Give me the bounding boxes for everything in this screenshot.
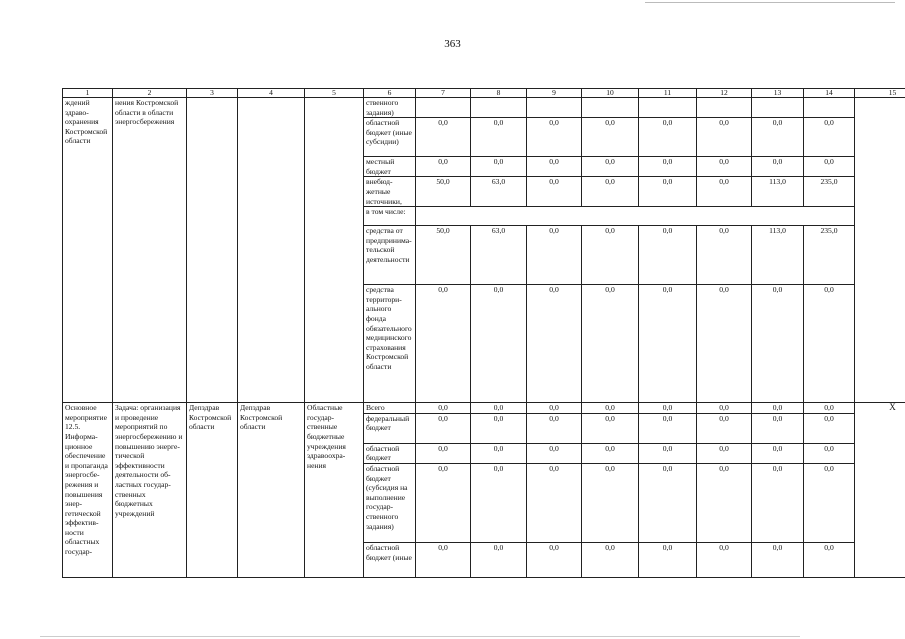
value-cell: 0,0 — [527, 413, 582, 443]
value-cell — [639, 98, 697, 118]
value-cell: 0,0 — [582, 542, 639, 577]
value-cell: 0,0 — [639, 285, 697, 403]
column-header: 3 — [187, 89, 238, 98]
value-cell: 0,0 — [697, 542, 752, 577]
value-cell: 0,0 — [582, 285, 639, 403]
page-number: 363 — [444, 38, 461, 50]
source-label: местный бюджет — [364, 157, 416, 177]
value-cell: 0,0 — [582, 157, 639, 177]
value-cell: 0,0 — [697, 285, 752, 403]
value-cell: 0,0 — [697, 177, 752, 207]
value-cell: 0,0 — [527, 285, 582, 403]
value-cell: 235,0 — [804, 226, 855, 285]
value-cell: 0,0 — [639, 177, 697, 207]
table-row — [63, 403, 905, 414]
value-cell: 0,0 — [527, 157, 582, 177]
value-cell: 0,0 — [639, 118, 697, 157]
event-name-cell: Основное мероприятие 12.5. Информационное обеспечение и пропаганда энергосбережения и повышения энергетической эффективности областных государ- — [63, 403, 113, 578]
value-cell: 0,0 — [471, 413, 527, 443]
column-header: 6 — [364, 89, 416, 98]
value-cell: 0,0 — [582, 177, 639, 207]
value-cell: 0,0 — [697, 403, 752, 414]
column-header: 12 — [697, 89, 752, 98]
value-cell: 0,0 — [804, 413, 855, 443]
value-cell: 0,0 — [471, 118, 527, 157]
source-label: областной бюджет (иные субсидии) — [364, 118, 416, 157]
task-cell: Задача: организация и проведение мероприятий по энергосбережению и повышению энергетической эффективности деятельности областных государственных бюджетных учреждений — [113, 403, 187, 578]
value-cell: 0,0 — [804, 403, 855, 414]
note-cell: Х — [855, 403, 905, 578]
value-cell: 113,0 — [752, 177, 804, 207]
value-cell: 63,0 — [471, 226, 527, 285]
value-cell: 0,0 — [752, 463, 804, 542]
value-cell: 63,0 — [471, 177, 527, 207]
value-cell: 0,0 — [416, 413, 471, 443]
value-cell: 0,0 — [582, 403, 639, 414]
value-cell — [804, 98, 855, 118]
value-cell: 0,0 — [471, 463, 527, 542]
source-label: областной бюджет (иные — [364, 542, 416, 577]
value-cell: 0,0 — [697, 413, 752, 443]
value-cell: 0,0 — [752, 157, 804, 177]
value-cell: 0,0 — [582, 443, 639, 463]
value-cell: 0,0 — [697, 463, 752, 542]
value-cell: 50,0 — [416, 226, 471, 285]
value-cell: 0,0 — [752, 403, 804, 414]
empty-cell — [416, 207, 855, 226]
value-cell: 0,0 — [471, 285, 527, 403]
empty-cell — [305, 98, 364, 403]
value-cell: 0,0 — [527, 226, 582, 285]
event-name-cell: ждений здравоохранения Костромской области — [63, 98, 113, 403]
column-header: 15 — [855, 89, 905, 98]
value-cell: 0,0 — [416, 285, 471, 403]
value-cell: 0,0 — [697, 118, 752, 157]
value-cell: 0,0 — [804, 463, 855, 542]
column-header: 14 — [804, 89, 855, 98]
value-cell: 0,0 — [804, 157, 855, 177]
value-cell: 0,0 — [527, 403, 582, 414]
value-cell: 0,0 — [416, 463, 471, 542]
value-cell: 0,0 — [416, 443, 471, 463]
coordinator-cell: Депздрав Костромской области — [187, 403, 238, 578]
value-cell: 0,0 — [752, 542, 804, 577]
value-cell: 0,0 — [639, 157, 697, 177]
value-cell — [752, 98, 804, 118]
task-cell: нения Костромской области в области энергосбережения — [113, 98, 187, 403]
value-cell: 0,0 — [527, 542, 582, 577]
column-header: 13 — [752, 89, 804, 98]
value-cell: 0,0 — [639, 463, 697, 542]
source-label: Всего — [364, 403, 416, 414]
value-cell: 0,0 — [527, 177, 582, 207]
value-cell: 0,0 — [804, 542, 855, 577]
value-cell — [471, 98, 527, 118]
column-header: 1 — [63, 89, 113, 98]
value-cell: 0,0 — [416, 118, 471, 157]
column-header: 11 — [639, 89, 697, 98]
column-header: 2 — [113, 89, 187, 98]
column-header: 4 — [238, 89, 305, 98]
executor-cell: Депздрав Костромской области — [238, 403, 305, 578]
value-cell: 0,0 — [697, 157, 752, 177]
top-rule — [645, 2, 895, 3]
recipient-cell: Областные государственные бюджетные учреждения здравоохранения — [305, 403, 364, 578]
source-label: средства от предпринимательской деятельности — [364, 226, 416, 285]
column-header: 9 — [527, 89, 582, 98]
source-label: внебюджетные источники, — [364, 177, 416, 207]
value-cell: 0,0 — [582, 226, 639, 285]
source-label: в том числе: — [364, 207, 416, 226]
value-cell: 0,0 — [804, 118, 855, 157]
value-cell: 0,0 — [752, 413, 804, 443]
value-cell — [527, 98, 582, 118]
table-row — [63, 98, 905, 118]
value-cell: 0,0 — [416, 157, 471, 177]
empty-cell — [855, 98, 905, 403]
value-cell: 0,0 — [639, 403, 697, 414]
source-label: ственного задания) — [364, 98, 416, 118]
value-cell: 0,0 — [471, 157, 527, 177]
value-cell: 0,0 — [527, 463, 582, 542]
value-cell — [697, 98, 752, 118]
value-cell: 0,0 — [639, 413, 697, 443]
column-header: 8 — [471, 89, 527, 98]
value-cell: 0,0 — [752, 118, 804, 157]
value-cell — [416, 98, 471, 118]
value-cell: 0,0 — [471, 443, 527, 463]
value-cell: 0,0 — [697, 443, 752, 463]
value-cell: 0,0 — [752, 443, 804, 463]
value-cell: 0,0 — [582, 463, 639, 542]
value-cell: 0,0 — [752, 285, 804, 403]
value-cell: 0,0 — [639, 542, 697, 577]
value-cell — [582, 98, 639, 118]
column-number-row — [63, 89, 905, 98]
value-cell: 0,0 — [471, 403, 527, 414]
value-cell: 0,0 — [416, 542, 471, 577]
value-cell: 0,0 — [639, 226, 697, 285]
value-cell: 50,0 — [416, 177, 471, 207]
bottom-rule — [40, 636, 800, 637]
empty-cell — [187, 98, 238, 403]
column-header: 7 — [416, 89, 471, 98]
value-cell: 113,0 — [752, 226, 804, 285]
value-cell: 0,0 — [804, 285, 855, 403]
value-cell: 0,0 — [471, 542, 527, 577]
value-cell: 0,0 — [639, 443, 697, 463]
empty-cell — [238, 98, 305, 403]
value-cell: 0,0 — [804, 443, 855, 463]
value-cell: 0,0 — [582, 413, 639, 443]
value-cell: 0,0 — [582, 118, 639, 157]
value-cell: 0,0 — [527, 118, 582, 157]
value-cell: 0,0 — [416, 403, 471, 414]
value-cell: 0,0 — [697, 226, 752, 285]
value-cell: 235,0 — [804, 177, 855, 207]
source-label: областной бюджет — [364, 443, 416, 463]
source-label: федеральный бюджет — [364, 413, 416, 443]
source-label: средства территориального фонда обязательного медицинского страхования Костромской области — [364, 285, 416, 403]
budget-table — [62, 88, 905, 578]
source-label: областной бюджет (субсидия на выполнение государственного задания) — [364, 463, 416, 542]
column-header: 5 — [305, 89, 364, 98]
value-cell: 0,0 — [527, 443, 582, 463]
column-header: 10 — [582, 89, 639, 98]
